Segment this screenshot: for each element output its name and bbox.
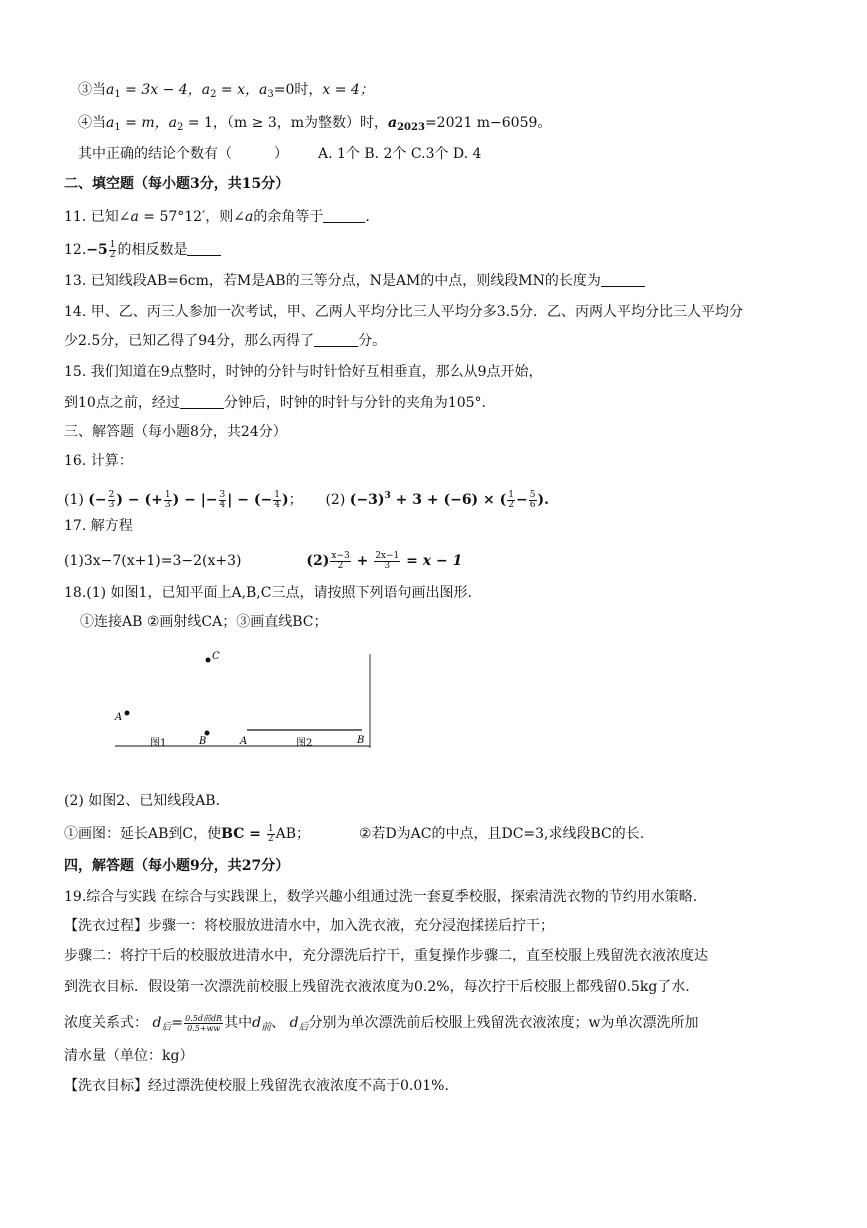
fig2-point-a-label: A — [240, 736, 248, 747]
q18-steps: ①连接AB ②画射线CA；③画直线BC； — [80, 614, 328, 630]
section-2-title: 二、填空题（每小题3分，共15分） — [64, 176, 290, 192]
q17-title: 17. 解方程 — [64, 518, 133, 534]
point-c — [206, 658, 211, 663]
q12: 12.−5 $\frac{1}{2}$ 的相反数是 — [64, 240, 221, 260]
q14-line1: 14. 甲、乙、丙三人参加一次考试，甲、乙两人平均分比三人平均分多3.5分．乙、丙两人平均分比三人平均分 — [64, 304, 743, 320]
figure-2-label: 图2 — [296, 738, 313, 749]
point-b — [205, 731, 210, 736]
q13: 13. 已知线段AB=6cm，若M是AB的三等分点，N是AM的中点，则线段MN的长度为 — [64, 271, 645, 291]
q14-answer-blank[interactable] — [314, 332, 358, 347]
q19-line3: 步骤二：将拧干后的校服放进清水中，充分漂洗后拧干，重复操作步骤二，直至校服上残留洗衣液浓度达 — [64, 948, 708, 964]
point-a — [125, 711, 130, 716]
q18-part2-tasks: ①画图：延长AB到C，使BC = $\frac{1}{2}$ AB； ②若D为AC的中点，且DC=3,求线段BC的长. — [64, 823, 645, 844]
q14-line2: 少2.5分，已知乙得了94分，那么丙得了 分。 — [64, 333, 387, 349]
q19-line6: 清水量（单位：kg） — [64, 1048, 194, 1064]
point-b-label: B — [199, 736, 207, 747]
q12-fraction: $\frac{1}{2}$ — [109, 239, 116, 260]
q15-answer-blank[interactable] — [180, 394, 224, 409]
q19-line2: 【洗衣过程】步骤一：将校服放进清水中，加入洗衣液，充分浸泡揉搓后拧干； — [64, 918, 554, 934]
q18-part2: (2) 如图2、已知线段AB. — [64, 793, 221, 809]
q18-part1: 18.(1) 如图1，已知平面上A,B,C三点，请按照下列语句画出图形. — [64, 585, 472, 601]
q18-figures — [0, 640, 400, 760]
q19-line5: 浓度关系式： $d_后=$ $\frac{\text{0.5d前dR}}{0.5+ww}$ 其中$d_前$、 $d_后$分别为单次漂洗前后校服上残留洗衣液浓度；w为单次漂洗所加 — [64, 1013, 699, 1033]
fig2-point-b-label: B — [357, 735, 365, 746]
q11-answer-blank[interactable] — [323, 208, 365, 223]
q19-line7: 【洗衣目标】经过漂洗使校服上残留洗衣液浓度不高于0.01%. — [64, 1078, 449, 1094]
q10-item3: ③当$a_1 = 3x - 4$，$a_2 = x$，$a_3=0$时，x = 4； — [78, 82, 374, 100]
point-a-label: A — [115, 712, 123, 723]
q16-expressions: (1) (− $\frac{2}{3}$ ) − (+ $\frac{1}{3}$ ) − |− $\frac{3}{4}$ | − (− $\frac{1}{4}$ )； (2) $(-3)^3 + 3 + (-6)$ × ( $\frac{1}{2}$ − $\frac{5}{6}$ ). — [64, 489, 549, 510]
figure-1-label: 图1 — [150, 738, 167, 749]
q16-title: 16. 计算： — [64, 453, 133, 469]
q12-answer-blank[interactable] — [187, 241, 221, 256]
section-4-title: 四，解答题（每小题9分，共27分） — [64, 858, 290, 874]
q11: 11. 已知∠a = 57°12′，则∠a的余角等于 . — [64, 209, 370, 225]
section-3-title: 三、解答题（每小题8分，共24分） — [64, 424, 287, 440]
q15-line1: 15. 我们知道在9点整时，时钟的分针与时针恰好互相垂直，那么从9点开始， — [64, 364, 543, 380]
q10-item4: ④当$a_1 = m$，$a_2 = 1$，（m ≥ 3，m为整数）时，$a_{2023}=2021$ m−6059。 — [78, 115, 552, 133]
point-c-label: C — [212, 651, 220, 662]
q15-line2: 到10点之前，经过 分钟后，时钟的时针与分针的夹角为105°． — [64, 395, 496, 411]
q13-answer-blank[interactable] — [601, 272, 645, 287]
q19-line1: 19.综合与实践 在综合与实践课上，数学兴趣小组通过洗一套夏季校服，探索清洗衣物的节约用水策略. — [64, 889, 698, 905]
q17-equations: (1)3x−7(x+1)=3−2(x+3) (2) $\frac{x-3}{2}$ + $\frac{2x-1}{3}$ = x − 1 — [64, 550, 463, 571]
q19-line4: 到洗衣目标．假设第一次漂洗前校服上残留洗衣液浓度为0.2%，每次拧干后校服上都残留0.5kg了水. — [64, 979, 690, 995]
q10-question: 其中正确的结论个数有（ ） A. 1个 B. 2个 C.3个 D. 4 — [78, 146, 482, 162]
